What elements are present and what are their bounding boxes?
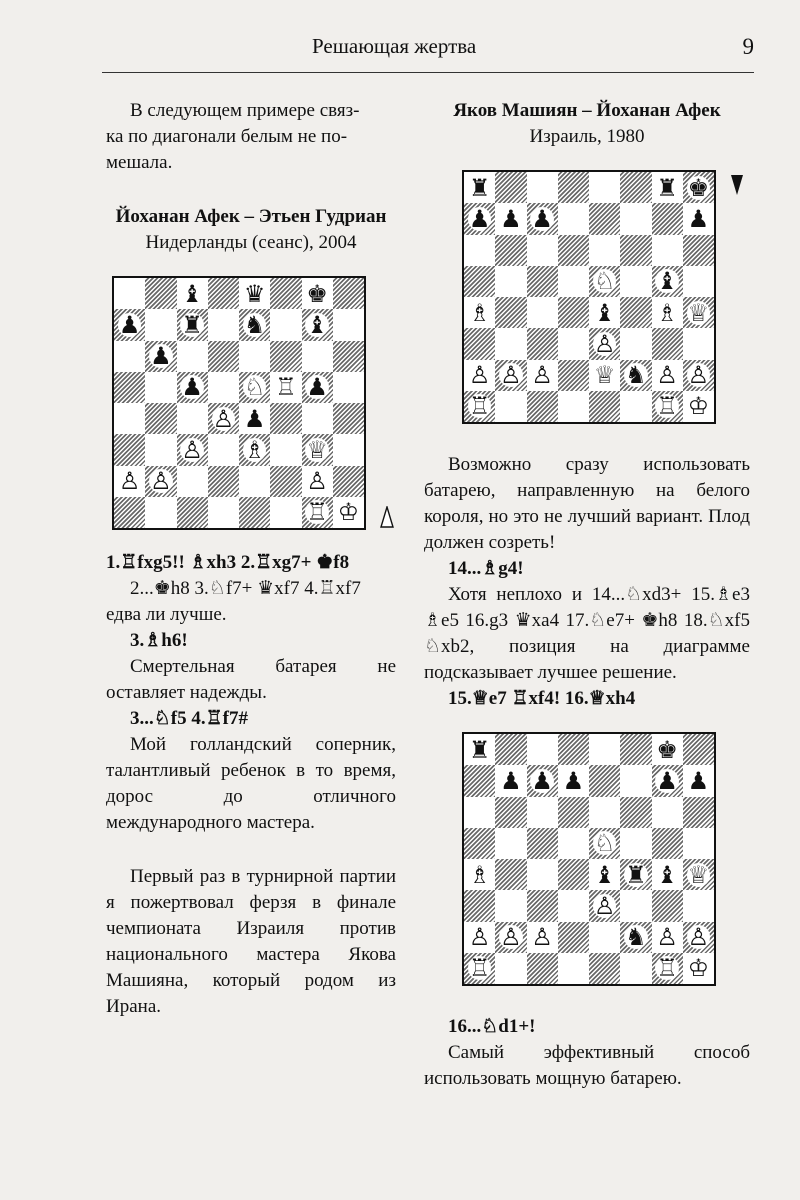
board-square	[270, 403, 301, 434]
text-3: Мой голландский соперник, талантливый ребенок в то время, дорос до отличного международного мастера.	[106, 734, 396, 833]
board-square	[683, 297, 714, 328]
board-square	[495, 797, 526, 828]
board-square	[683, 235, 714, 266]
board-square	[208, 372, 239, 403]
board-square	[652, 859, 683, 890]
chessboard-1	[112, 276, 366, 530]
board-square	[495, 360, 526, 391]
board-square	[652, 297, 683, 328]
chess-piece-icon: ♙	[150, 467, 172, 496]
chess-piece-icon: ♖	[275, 373, 297, 402]
chess-piece-icon: ♙	[500, 923, 522, 952]
black-to-move-icon	[730, 174, 744, 196]
chess-piece-icon: ♟	[531, 204, 553, 233]
chess-piece-icon: ♟	[306, 373, 328, 402]
board-square	[495, 328, 526, 359]
chess-piece-icon: ♖	[306, 498, 328, 527]
board-square	[464, 391, 495, 422]
board-square	[145, 278, 176, 309]
board-square	[145, 341, 176, 372]
board-square	[652, 922, 683, 953]
board-square	[464, 203, 495, 234]
board-square	[620, 922, 651, 953]
board-square	[683, 203, 714, 234]
chess-piece-icon: ♝	[593, 298, 616, 327]
page-number: 9	[742, 34, 754, 59]
board-square	[589, 734, 620, 765]
board-square	[270, 278, 301, 309]
board-square	[333, 403, 364, 434]
right-text-1: Возможно сразу использовать батарею, направленную на белого короля, но это не лучший вариант. Плод должен созреть!	[424, 454, 750, 553]
chess-piece-icon: ♕	[687, 860, 710, 889]
board-square	[145, 309, 176, 340]
chess-piece-icon: ♙	[531, 361, 553, 390]
board-square	[239, 309, 270, 340]
variation-1b: едва ли лучше.	[106, 604, 227, 625]
board-square	[145, 497, 176, 528]
chess-piece-icon: ♜	[181, 310, 203, 339]
board-square	[145, 434, 176, 465]
board-square	[620, 360, 651, 391]
board-square	[527, 890, 558, 921]
chess-piece-icon: ♙	[181, 435, 203, 464]
board-square	[464, 266, 495, 297]
board-square	[527, 797, 558, 828]
left-column	[106, 98, 396, 1020]
board-square	[177, 434, 208, 465]
board-square	[302, 341, 333, 372]
board-square	[208, 278, 239, 309]
board-square	[464, 734, 495, 765]
board-square	[114, 434, 145, 465]
board-square	[683, 360, 714, 391]
board-square	[302, 278, 333, 309]
board-square	[558, 765, 589, 796]
variation-1: 2...♚h8 3.♘f7+ ♛xf7 4.♖xf7	[130, 578, 361, 599]
chess-piece-icon: ♘	[593, 267, 616, 296]
board-square	[620, 734, 651, 765]
board-square	[620, 859, 651, 890]
board-square	[333, 372, 364, 403]
chessboard-2	[462, 170, 716, 424]
board-square	[464, 235, 495, 266]
diagram-1	[112, 276, 372, 530]
board-square	[589, 953, 620, 984]
board-square	[527, 953, 558, 984]
board-square	[208, 497, 239, 528]
moves-1: 1.♖fxg5!! ♗xh3 2.♖xg7+ ♚f8	[106, 552, 350, 573]
chess-piece-icon: ♟	[468, 204, 491, 233]
board-square	[239, 434, 270, 465]
board-square	[527, 172, 558, 203]
board-square	[558, 890, 589, 921]
chess-piece-icon: ♗	[656, 298, 678, 327]
board-square	[558, 235, 589, 266]
board-square	[683, 953, 714, 984]
board-square	[589, 172, 620, 203]
board-square	[333, 278, 364, 309]
board-square	[683, 828, 714, 859]
board-square	[683, 328, 714, 359]
board-square	[652, 203, 683, 234]
chess-piece-icon: ♙	[593, 329, 616, 358]
board-square	[114, 341, 145, 372]
game1-players: Йоханан Афек – Этьен Гудриан	[115, 206, 387, 227]
chess-piece-icon: ♝	[593, 860, 616, 889]
chess-piece-icon: ♙	[468, 361, 491, 390]
board-square	[177, 466, 208, 497]
board-square	[527, 328, 558, 359]
chess-piece-icon: ♔	[687, 392, 710, 421]
text-4: Первый раз в турнирной партии я пожертвовал ферзя в финале чемпионата Израиля против национального мастера Якова Машияна, который родом из Ирана.	[106, 866, 396, 1017]
chess-piece-icon: ♖	[468, 954, 491, 983]
chess-piece-icon: ♚	[656, 735, 678, 764]
chess-piece-icon: ♕	[306, 435, 328, 464]
board-square	[558, 953, 589, 984]
chessboard-3	[462, 732, 716, 986]
text-2: Смертельная батарея не оставляет надежды.	[106, 656, 396, 703]
board-square	[495, 890, 526, 921]
chess-piece-icon: ♟	[150, 342, 172, 371]
board-square	[558, 797, 589, 828]
board-square	[620, 890, 651, 921]
board-square	[589, 235, 620, 266]
chess-piece-icon: ♝	[656, 267, 678, 296]
board-square	[589, 797, 620, 828]
board-square	[558, 203, 589, 234]
board-square	[620, 235, 651, 266]
board-square	[652, 890, 683, 921]
board-square	[464, 328, 495, 359]
board-square	[558, 922, 589, 953]
moves-3: 3...♘f5 4.♖f7#	[130, 708, 248, 729]
board-square	[495, 765, 526, 796]
chess-piece-icon: ♖	[468, 392, 491, 421]
chess-piece-icon: ♜	[656, 173, 678, 202]
chess-piece-icon: ♙	[118, 467, 141, 496]
chess-piece-icon: ♘	[593, 829, 616, 858]
board-square	[495, 203, 526, 234]
board-square	[302, 497, 333, 528]
board-square	[652, 828, 683, 859]
header-rule	[102, 72, 754, 73]
board-square	[589, 266, 620, 297]
board-square	[620, 172, 651, 203]
board-square	[620, 328, 651, 359]
board-square	[527, 203, 558, 234]
board-square	[589, 360, 620, 391]
board-square	[652, 391, 683, 422]
board-square	[177, 497, 208, 528]
board-square	[495, 172, 526, 203]
board-square	[652, 734, 683, 765]
board-square	[114, 278, 145, 309]
board-square	[527, 859, 558, 890]
board-square	[527, 922, 558, 953]
chess-piece-icon: ♞	[243, 310, 266, 339]
board-square	[239, 403, 270, 434]
chess-piece-icon: ♟	[243, 404, 266, 433]
board-square	[558, 391, 589, 422]
game2-players: Яков Машиян – Йоханан Афек	[453, 100, 721, 121]
board-square	[464, 360, 495, 391]
board-square	[495, 391, 526, 422]
board-square	[683, 890, 714, 921]
chess-piece-icon: ♞	[625, 923, 647, 952]
board-square	[495, 734, 526, 765]
board-square	[464, 765, 495, 796]
board-square	[558, 172, 589, 203]
board-square	[302, 434, 333, 465]
board-square	[495, 266, 526, 297]
chess-piece-icon: ♕	[593, 361, 616, 390]
board-square	[464, 297, 495, 328]
chess-piece-icon: ♖	[656, 954, 678, 983]
board-square	[589, 828, 620, 859]
board-square	[270, 466, 301, 497]
board-square	[302, 466, 333, 497]
board-square	[683, 172, 714, 203]
board-square	[239, 278, 270, 309]
diagram-2	[462, 170, 722, 424]
board-square	[114, 309, 145, 340]
chess-piece-icon: ♜	[468, 173, 491, 202]
chess-piece-icon: ♗	[243, 435, 266, 464]
board-square	[239, 497, 270, 528]
board-square	[302, 403, 333, 434]
intro-paragraph	[106, 98, 396, 176]
board-square	[239, 341, 270, 372]
game2-event: Израиль, 1980	[529, 126, 645, 147]
chess-piece-icon: ♚	[687, 173, 710, 202]
board-square	[620, 203, 651, 234]
chess-piece-icon: ♟	[656, 766, 678, 795]
board-square	[495, 922, 526, 953]
board-square	[589, 859, 620, 890]
board-square	[270, 434, 301, 465]
board-square	[208, 341, 239, 372]
board-square	[145, 403, 176, 434]
chess-piece-icon: ♗	[468, 860, 491, 889]
chess-piece-icon: ♙	[500, 361, 522, 390]
board-square	[589, 391, 620, 422]
board-square	[558, 734, 589, 765]
board-square	[270, 497, 301, 528]
board-square	[270, 341, 301, 372]
board-square	[683, 797, 714, 828]
board-square	[177, 309, 208, 340]
board-square	[558, 266, 589, 297]
board-square	[620, 297, 651, 328]
board-square	[464, 172, 495, 203]
board-square	[589, 203, 620, 234]
board-square	[333, 341, 364, 372]
board-square	[652, 328, 683, 359]
chess-piece-icon: ♟	[500, 204, 522, 233]
board-square	[302, 372, 333, 403]
chess-piece-icon: ♟	[687, 766, 710, 795]
chess-piece-icon: ♛	[243, 279, 266, 308]
board-square	[495, 297, 526, 328]
board-square	[177, 278, 208, 309]
board-square	[683, 922, 714, 953]
board-square	[239, 372, 270, 403]
board-square	[589, 328, 620, 359]
board-square	[114, 403, 145, 434]
board-square	[527, 360, 558, 391]
board-square	[527, 765, 558, 796]
board-square	[270, 372, 301, 403]
board-square	[333, 466, 364, 497]
board-square	[620, 391, 651, 422]
chess-piece-icon: ♝	[656, 860, 678, 889]
moves-2: 3.♗h6!	[130, 630, 188, 651]
board-square	[177, 341, 208, 372]
board-square	[652, 797, 683, 828]
chess-piece-icon: ♙	[306, 467, 328, 496]
board-square	[652, 266, 683, 297]
right-text-2: Хотя неплохо и 14...♘xd3+ 15.♗e3 ♗e5 16.g3 ♛xa4 17.♘e7+ ♚h8 18.♘xf5 ♘xb2, позиция на диаграмме подсказывает лучшее решение.	[424, 584, 750, 683]
board-square	[652, 235, 683, 266]
chess-piece-icon: ♝	[306, 310, 328, 339]
board-square	[208, 309, 239, 340]
chess-piece-icon: ♙	[593, 891, 616, 920]
board-square	[558, 828, 589, 859]
board-square	[589, 890, 620, 921]
chess-piece-icon: ♙	[687, 923, 710, 952]
right-moves-1: 14...♗g4!	[448, 558, 524, 579]
white-to-move-icon	[380, 506, 394, 528]
diagram-3	[462, 732, 722, 986]
board-square	[527, 266, 558, 297]
chess-piece-icon: ♙	[656, 361, 678, 390]
board-square	[620, 797, 651, 828]
chess-piece-icon: ♟	[687, 204, 710, 233]
board-square	[464, 922, 495, 953]
board-square	[208, 466, 239, 497]
right-moves-2: 15.♕e7 ♖xf4! 16.♕xh4	[448, 688, 636, 709]
board-square	[620, 828, 651, 859]
board-square	[683, 734, 714, 765]
board-square	[302, 309, 333, 340]
board-square	[495, 953, 526, 984]
board-square	[652, 765, 683, 796]
chess-piece-icon: ♙	[468, 923, 491, 952]
board-square	[683, 859, 714, 890]
chess-piece-icon: ♙	[212, 404, 235, 433]
chess-piece-icon: ♗	[468, 298, 491, 327]
chess-piece-icon: ♟	[181, 373, 203, 402]
board-square	[177, 403, 208, 434]
board-square	[177, 372, 208, 403]
chess-piece-icon: ♟	[562, 766, 585, 795]
intro-line-1: В следующем примере связ-	[130, 100, 360, 121]
intro-line-2: ка по диагонали белым не по-	[106, 126, 348, 147]
chess-piece-icon: ♜	[625, 860, 647, 889]
board-square	[495, 828, 526, 859]
right-text-3: Самый эффективный способ использовать мощную батарею.	[424, 1042, 750, 1089]
board-square	[589, 297, 620, 328]
board-square	[333, 497, 364, 528]
chess-piece-icon: ♔	[687, 954, 710, 983]
chess-piece-icon: ♘	[243, 373, 266, 402]
chess-piece-icon: ♟	[531, 766, 553, 795]
board-square	[589, 765, 620, 796]
board-square	[464, 953, 495, 984]
board-square	[114, 497, 145, 528]
board-square	[558, 360, 589, 391]
right-moves-3: 16...♘d1+!	[448, 1016, 536, 1037]
chess-piece-icon: ♖	[656, 392, 678, 421]
board-square	[145, 466, 176, 497]
right-column	[424, 98, 750, 1092]
chess-piece-icon: ♟	[118, 310, 141, 339]
board-square	[114, 466, 145, 497]
board-square	[464, 859, 495, 890]
board-square	[558, 328, 589, 359]
chess-piece-icon: ♙	[531, 923, 553, 952]
chess-piece-icon: ♙	[656, 923, 678, 952]
board-square	[558, 859, 589, 890]
board-square	[527, 391, 558, 422]
chess-piece-icon: ♟	[500, 766, 522, 795]
chess-piece-icon: ♜	[468, 735, 491, 764]
board-square	[527, 734, 558, 765]
board-square	[589, 922, 620, 953]
board-square	[464, 797, 495, 828]
board-square	[208, 434, 239, 465]
board-square	[652, 953, 683, 984]
board-square	[527, 828, 558, 859]
board-square	[652, 172, 683, 203]
board-square	[527, 235, 558, 266]
board-square	[683, 391, 714, 422]
board-square	[652, 360, 683, 391]
board-square	[464, 890, 495, 921]
board-square	[114, 372, 145, 403]
board-square	[333, 434, 364, 465]
board-square	[333, 309, 364, 340]
intro-line-3: мешала.	[106, 152, 173, 173]
board-square	[464, 828, 495, 859]
board-square	[527, 297, 558, 328]
board-square	[208, 403, 239, 434]
chess-piece-icon: ♙	[687, 361, 710, 390]
board-square	[558, 297, 589, 328]
running-header: Решающая жертва	[312, 34, 477, 58]
board-square	[145, 372, 176, 403]
board-square	[620, 953, 651, 984]
chess-piece-icon: ♚	[306, 279, 328, 308]
board-square	[683, 266, 714, 297]
board-square	[495, 859, 526, 890]
board-square	[270, 309, 301, 340]
board-square	[495, 235, 526, 266]
chess-piece-icon: ♔	[337, 498, 360, 527]
board-square	[620, 765, 651, 796]
chess-piece-icon: ♝	[181, 279, 203, 308]
board-square	[620, 266, 651, 297]
board-square	[239, 466, 270, 497]
game1-event: Нидерланды (сеанс), 2004	[145, 232, 357, 253]
chess-piece-icon: ♕	[687, 298, 710, 327]
chess-piece-icon: ♞	[625, 361, 647, 390]
board-square	[683, 765, 714, 796]
